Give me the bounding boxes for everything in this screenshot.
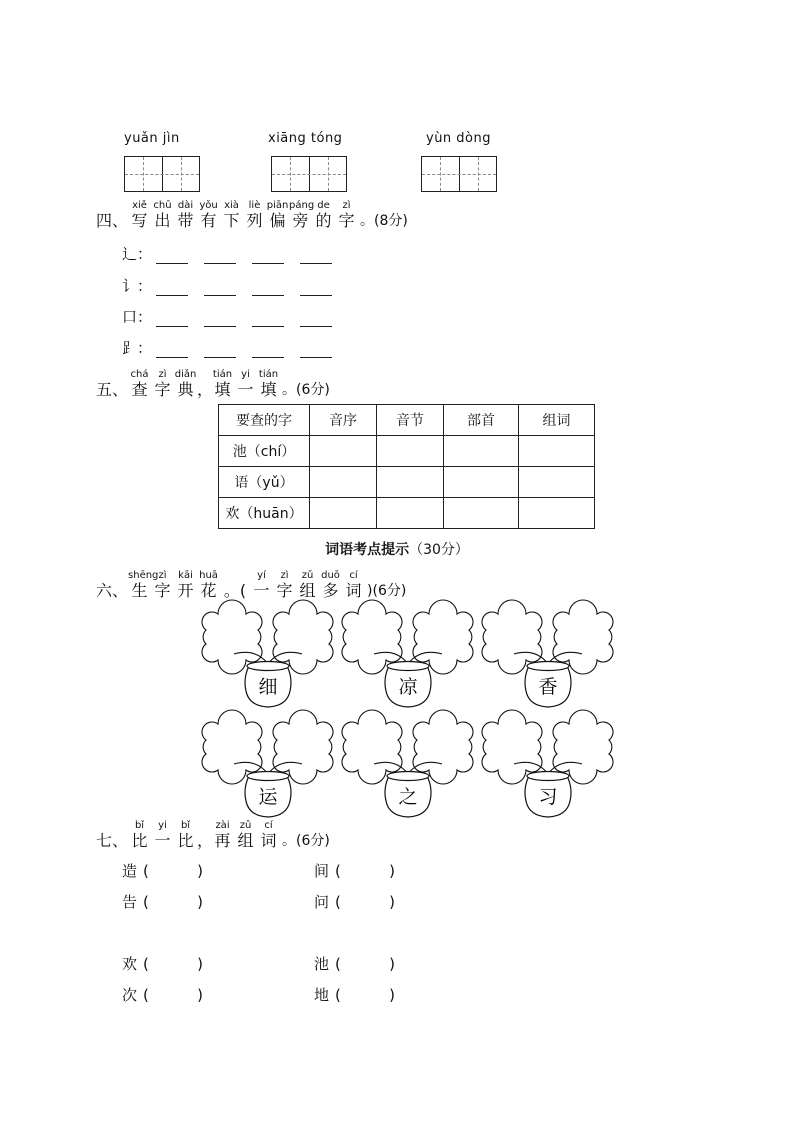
radical-label: ⻊： xyxy=(122,339,153,357)
ruby-char: 组 xyxy=(299,581,316,600)
compare-item xyxy=(122,891,203,912)
pot-character: 运 xyxy=(258,786,278,808)
ruby-pinyin: páng xyxy=(289,200,315,211)
table-header-cell: 部首 xyxy=(444,405,519,436)
q5-score: 。(6分) xyxy=(282,382,330,398)
pot-character: 香 xyxy=(538,676,558,698)
ruby-char: 偏 xyxy=(269,211,286,230)
table-cell: 欢（huān） xyxy=(219,498,310,529)
pinyin-label: yùn dòng xyxy=(426,131,492,146)
ruby-char: ， xyxy=(197,831,214,850)
compare-char: 地 xyxy=(314,986,330,1004)
ruby-pinyin: yi xyxy=(158,820,167,831)
ruby-pinyin: shēng xyxy=(128,570,159,581)
compare-char: 造 xyxy=(122,862,138,880)
section-title-score: （30分） xyxy=(409,542,469,558)
pinyin-label: xiāng tóng xyxy=(268,131,343,146)
compare-item xyxy=(314,891,395,912)
ruby-char: 旁 xyxy=(292,211,309,230)
ruby-char: 列 xyxy=(246,211,263,230)
ruby-char: 。( xyxy=(223,581,247,600)
q4-score: 。(8分) xyxy=(360,213,408,229)
ruby-pinyin: zǔ xyxy=(239,820,252,831)
compare-char: 池 xyxy=(314,955,330,973)
pot-character: 之 xyxy=(398,786,418,808)
answer-parens[interactable] xyxy=(329,862,395,880)
ruby-pinyin: chá xyxy=(130,369,149,380)
compare-item xyxy=(122,860,203,881)
ruby-char: 一 xyxy=(237,380,254,399)
table-header-cell: 要查的字 xyxy=(219,405,310,436)
ruby-char: 词 xyxy=(345,581,362,600)
table-cell: 池（chí） xyxy=(219,436,310,467)
ruby-pinyin: dài xyxy=(177,200,194,211)
answer-parens[interactable] xyxy=(137,893,203,911)
radical-label: 口： xyxy=(122,308,153,326)
ruby-char: ， xyxy=(197,380,214,399)
pot-character: 习 xyxy=(538,786,558,808)
ruby-char: 写 xyxy=(131,211,148,230)
ruby-char: 比 xyxy=(131,831,148,850)
ruby-pinyin: yi xyxy=(241,369,250,380)
compare-item xyxy=(122,953,203,974)
ruby-pinyin: cí xyxy=(349,570,358,581)
q4-number: 四、 xyxy=(96,211,129,230)
ruby-pinyin: zì xyxy=(158,570,167,581)
ruby-pinyin: tián xyxy=(258,369,279,380)
answer-parens[interactable] xyxy=(329,986,395,1004)
ruby-pinyin: xià xyxy=(224,200,239,211)
compare-char: 欢 xyxy=(122,955,138,973)
table-cell: 语（yǔ） xyxy=(219,467,310,498)
compare-char: 间 xyxy=(314,862,330,880)
ruby-char: 花 xyxy=(200,581,217,600)
compare-item xyxy=(314,953,395,974)
ruby-pinyin: chū xyxy=(153,200,172,211)
ruby-char: 一 xyxy=(154,831,171,850)
ruby-char: 再 xyxy=(214,831,231,850)
q5-number: 五、 xyxy=(96,380,129,399)
answer-parens[interactable] xyxy=(329,893,395,911)
ruby-char: 词 xyxy=(260,831,277,850)
ruby-pinyin: bǐ xyxy=(134,820,145,831)
ruby-pinyin xyxy=(197,820,211,831)
pot-character: 凉 xyxy=(398,676,418,698)
ruby-pinyin: xiě xyxy=(132,200,147,211)
answer-parens[interactable] xyxy=(137,955,203,973)
ruby-char: 多 xyxy=(322,581,339,600)
ruby-pinyin: zài xyxy=(215,820,230,831)
q7-score: 。(6分) xyxy=(282,833,330,849)
section-title-main: 词语考点提示 xyxy=(325,542,410,558)
table-header-cell: 组词 xyxy=(519,405,595,436)
ruby-pinyin: yí xyxy=(257,570,266,581)
ruby-pinyin: de xyxy=(317,200,330,211)
answer-parens[interactable] xyxy=(137,862,203,880)
ruby-char: 开 xyxy=(177,581,194,600)
ruby-char: 填 xyxy=(214,380,231,399)
ruby-char: 下 xyxy=(223,211,240,230)
ruby-char: 字 xyxy=(154,581,171,600)
ruby-pinyin: diǎn xyxy=(174,369,197,380)
ruby-char: 字 xyxy=(276,581,293,600)
compare-item xyxy=(122,984,203,1005)
ruby-char: 带 xyxy=(177,211,194,230)
ruby-char: 的 xyxy=(315,211,332,230)
compare-char: 次 xyxy=(122,986,138,1004)
ruby-pinyin: huā xyxy=(199,570,218,581)
ruby-char: 字 xyxy=(338,211,355,230)
ruby-pinyin: kāi xyxy=(178,570,193,581)
ruby-char: 生 xyxy=(131,581,148,600)
answer-parens[interactable] xyxy=(329,955,395,973)
q6-number: 六、 xyxy=(96,581,129,600)
ruby-pinyin: piān xyxy=(266,200,289,211)
ruby-char: 字 xyxy=(154,380,171,399)
ruby-pinyin: cí xyxy=(264,820,273,831)
ruby-pinyin: duō xyxy=(321,570,340,581)
pot-character: 细 xyxy=(258,676,278,698)
ruby-char: 查 xyxy=(131,380,148,399)
answer-parens[interactable] xyxy=(137,986,203,1004)
compare-item xyxy=(314,984,395,1005)
compare-char: 告 xyxy=(122,893,138,911)
compare-char: 问 xyxy=(314,893,330,911)
ruby-pinyin: zì xyxy=(280,570,289,581)
ruby-char: 组 xyxy=(237,831,254,850)
table-header-cell: 音节 xyxy=(377,405,444,436)
ruby-pinyin: bǐ xyxy=(180,820,191,831)
ruby-pinyin: zì xyxy=(158,369,167,380)
table-header-cell: 音序 xyxy=(310,405,377,436)
ruby-char: 典 xyxy=(177,380,194,399)
ruby-pinyin: zǔ xyxy=(301,570,314,581)
ruby-pinyin: yǒu xyxy=(199,200,218,211)
q6-score: )(6分) xyxy=(367,583,407,599)
q7-heading xyxy=(96,820,330,851)
ruby-pinyin: zì xyxy=(342,200,351,211)
pinyin-label: yuǎn jìn xyxy=(124,131,180,146)
radical-label: 讠： xyxy=(122,277,153,295)
compare-item xyxy=(314,860,395,881)
ruby-char: 填 xyxy=(260,380,277,399)
ruby-char: 出 xyxy=(154,211,171,230)
ruby-pinyin: liè xyxy=(248,200,261,211)
q7-number: 七、 xyxy=(96,831,129,850)
ruby-char: 有 xyxy=(200,211,217,230)
radical-label: 辶： xyxy=(122,245,153,263)
ruby-char: 一 xyxy=(253,581,270,600)
ruby-pinyin: tián xyxy=(212,369,233,380)
ruby-char: 比 xyxy=(177,831,194,850)
